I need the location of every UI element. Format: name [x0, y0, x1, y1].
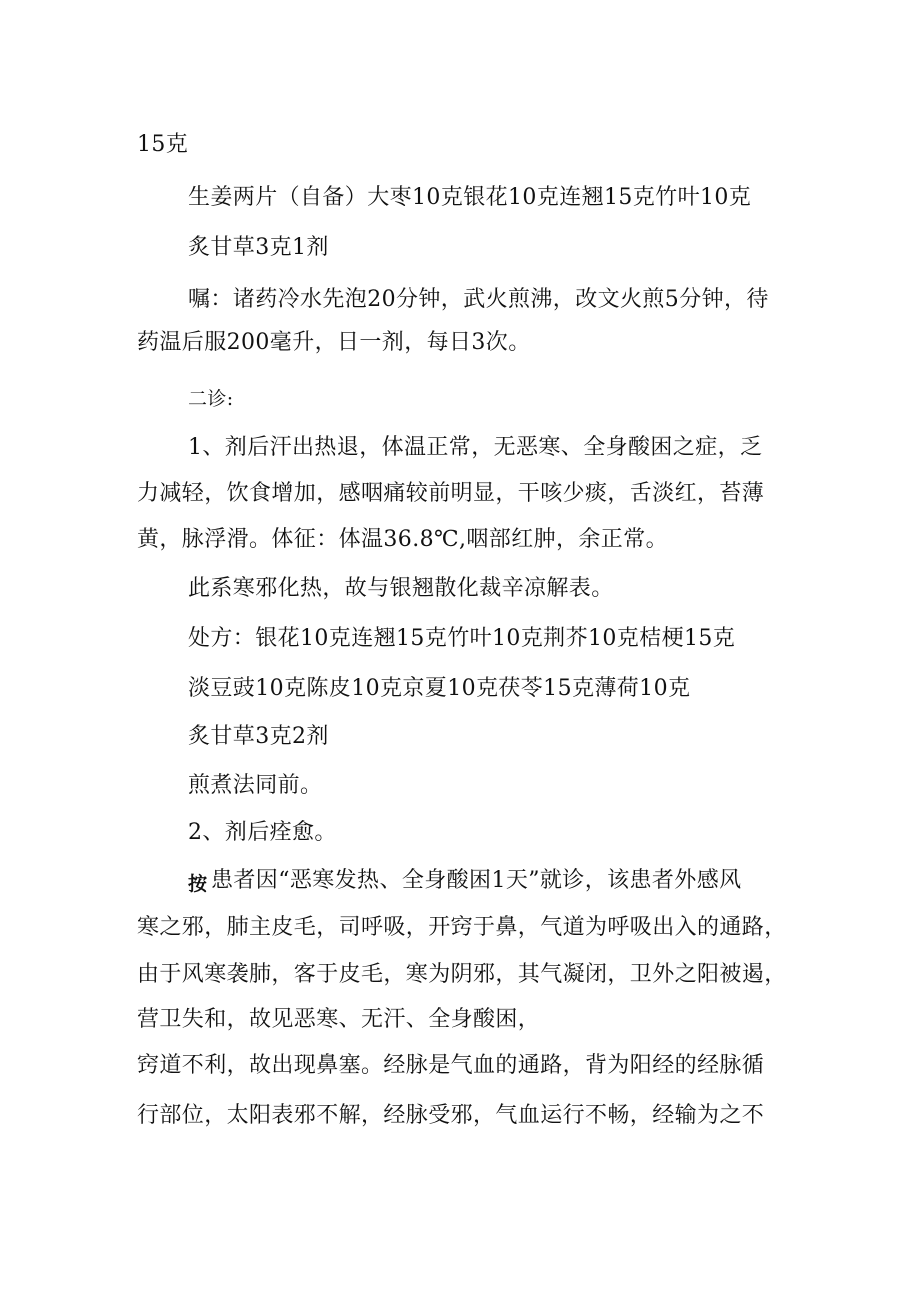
- text-line-note-6: 行部位，太阳表邪不解，经脉受邪，气血运行不畅，经输为之不: [137, 1103, 765, 1128]
- section-heading-second-visit: 二诊:: [188, 388, 234, 410]
- text-line-prescription2-2: 淡豆豉10克陈皮10克京夏10克茯苓15克薄荷10克: [188, 676, 691, 701]
- text-line-note-2: 寒之邪，肺主皮毛，司呼吸，开窍于鼻，气道为呼吸出入的通路，: [137, 915, 787, 940]
- text-line-visit2-3: 黄，脉浮滑。体征：体温36.8℃,咽部红肿，余正常。: [137, 527, 668, 552]
- text-line-decoction: 煎煮法同前。: [188, 773, 323, 798]
- text-line-visit2-2: 力减轻，饮食增加，感咽痛较前明显，干咳少痰，舌淡红，苔薄: [137, 481, 765, 506]
- text-line-prescription2-3: 炙甘草3克2剂: [188, 724, 329, 749]
- text-line-diagnosis: 此系寒邪化热，故与银翘散化裁辛凉解表。: [188, 576, 614, 601]
- text-line-recovery: 2、剂后痊愈。: [188, 820, 337, 845]
- text-line-note-3: 由于风寒袭肺，客于皮毛，寒为阴邪，其气凝闭，卫外之阳被遏，: [137, 962, 787, 987]
- note-label: 按: [188, 873, 208, 895]
- text-line-note-5: 窍道不利，故出现鼻塞。经脉是气血的通路，背为阳经的经脉循: [137, 1053, 765, 1078]
- text-line-instructions-1: 嘱：诸药冷水先泡20分钟，武火煎沸，改文火煎5分钟，待: [188, 287, 769, 312]
- text-line-instructions-2: 药温后服200毫升，日一剂，每日3次。: [137, 330, 531, 355]
- text-line-prescription2-1: 处方：银花10克连翘15克竹叶10克荆芥10克桔梗15克: [188, 626, 736, 651]
- text-line-prescription-2: 炙甘草3克1剂: [188, 235, 329, 260]
- text-line-dose-continued: 15克: [137, 132, 189, 157]
- text-line-visit2-1: 1、剂后汗出热退，体温正常，无恶寒、全身酸困之症，乏: [188, 435, 763, 460]
- text-line-note-4: 营卫失和，故见恶寒、无汗、全身酸困，: [137, 1007, 541, 1032]
- text-line-note-1: 患者因“恶寒发热、全身酸困1天”就诊，该患者外感风: [211, 868, 742, 893]
- text-line-prescription-1: 生姜两片（自备）大枣10克银花10克连翘15克竹叶10克: [188, 185, 752, 210]
